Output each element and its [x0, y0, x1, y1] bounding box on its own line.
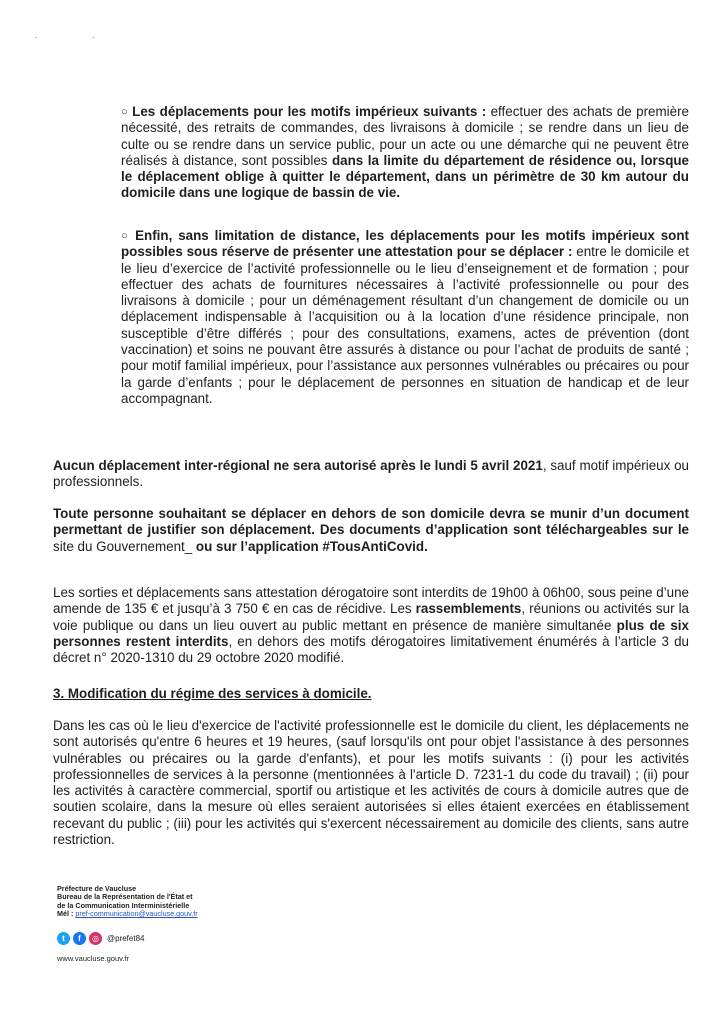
curfew-bold-2: plus de six personnes restent interdits — [53, 617, 689, 649]
mail-link[interactable]: pref-communication@vaucluse.gouv.fr — [75, 909, 198, 919]
circle-bullet-icon: ○ — [121, 106, 133, 118]
footer-communication: de la Communication Interministérielle — [57, 900, 190, 910]
footer-mail-line — [57, 910, 198, 918]
curfew-text-1: Les sorties et déplacements sans attestation dérogatoire sont interdits de 19h00 à 06h00, sous peine d’une amende de 135 € et jusqu’à 3 750 € en cas de récidive. Les — [53, 585, 689, 617]
section-heading: 3. Modification du régime des services à domicile. — [53, 686, 372, 701]
footer-contact — [57, 885, 198, 919]
instagram-icon[interactable]: ◎ — [89, 932, 102, 945]
document-bold: Toute personne souhaitant se déplacer en dehors de son domicile devra se munir d’un document permettant de justifier son déplacement. Des documents d’application sont téléchargeables sur le — [53, 506, 689, 538]
circle-bullet-icon: ○ — [121, 230, 136, 242]
bullet1-bold-lead: Les déplacements pour les motifs impérieux suivants : — [132, 104, 487, 119]
para-home-services: Dans les cas où le lieu d'exercice de l'activité professionnelle est le domicile du client, les déplacements ne sont autorisés qu'entre 6 heures et 19 heures, (sauf lorsqu'ils ont pour objet l'assistance à des personnes vulnérables ou précaires ou la garde d'enfants), et pour les motifs suivants : (i) pour les activités professionnelles de services à la personne (mentionnées à l'article D. 7231-1 du code du travail) ; (ii) pour les activités à caractère commercial, sportif ou artistique et les activités de cours à domicile autres que de soutien scolaire, dans la mesure où elles seraient autorisées si elles étaient exercées en établissement recevant du public ; (iii) pour les activités qui s'exercent nécessairement au domicile des clients, sans autre restriction. — [53, 718, 689, 848]
twitter-icon[interactable]: t — [57, 932, 70, 945]
interregional-text: , sauf motif impérieux ou professionnels. — [53, 458, 690, 490]
government-site-link[interactable]: site du Gouvernement_ — [53, 538, 193, 554]
interregional-bold: Aucun déplacement inter-régional ne sera autorisé après le lundi 5 avril 2021 — [53, 458, 543, 473]
footer-bureau: Bureau de la Représentation de l'État et — [57, 892, 193, 902]
bullet-local-travel — [121, 104, 689, 202]
social-links — [57, 932, 144, 945]
bullet1-text: effectuer des achats de première nécessité, des retraits de commandes, des livraisons à domicile ; se rendre dans un lieu de culte ou se rendre dans un service public, pour un acte ou une démarche qui ne peuvent être réalisés à distance, sont possibles — [121, 104, 689, 168]
bullet1-bold-tail: dans la limite du département de résidence ou, lorsque le déplacement oblige à quitter le département, dans un périmètre de 30 km autour du domicile dans une logique de bassin de vie. — [121, 152, 689, 201]
bullet2-bold-lead: Enfin, sans limitation de distance, les déplacements pour les motifs impérieux sont possibles sous réserve de présenter une attestation pour se déplacer : — [121, 228, 690, 260]
facebook-icon[interactable]: f — [73, 932, 86, 945]
footer-prefecture: Préfecture de Vaucluse — [57, 884, 137, 893]
social-handle: @prefet84 — [107, 934, 145, 943]
website-link[interactable]: www.vaucluse.gouv.fr — [57, 954, 129, 963]
document-bold-tail: ou sur l’application #TousAntiCovid. — [192, 538, 428, 554]
curfew-text-3: , en dehors des motifs dérogatoires limitativement énumérés à l’article 3 du décret n° 2020-1310 du 29 octobre 2020 modifié. — [53, 633, 689, 666]
para-interregional — [53, 458, 689, 491]
mail-label: Mél : — [57, 909, 76, 919]
bullet2-text: entre le domicile et le lieu d’exercice de l’activité professionnelle ou le lieu d’enseignement et de formation ; pour effectuer des achats de fournitures nécessaires à l’activité professionnelle ou pour des livraisons à domicile ; pour un déménagement résultant d’un changement de domicile ou un déplacement indispensable à l’acquisition ou à la location d’une résidence principale, non susceptible d’être différés ; pour des consultations, examens, actes de prévention (dont vaccination) et soins ne pouvant être assurés à distance ou pour l’achat de produits de santé ; pour motif familial impérieux, pour l’assistance aux personnes vulnérables ou précaires ou pour la garde d’enfants ; pour le déplacement de personnes en situation de handicap et de leur accompagnant. — [121, 244, 690, 406]
para-document — [53, 506, 689, 555]
curfew-text-2: , réunions ou activités sur la voie publique ou dans un lieu ouvert au public mettant en présence de manière simultanée — [53, 601, 689, 633]
curfew-bold-1: rassemblements — [415, 601, 522, 617]
bullet-attestation-travel — [121, 228, 689, 407]
para-curfew — [53, 585, 689, 666]
margin-marks: . . — [35, 30, 121, 40]
